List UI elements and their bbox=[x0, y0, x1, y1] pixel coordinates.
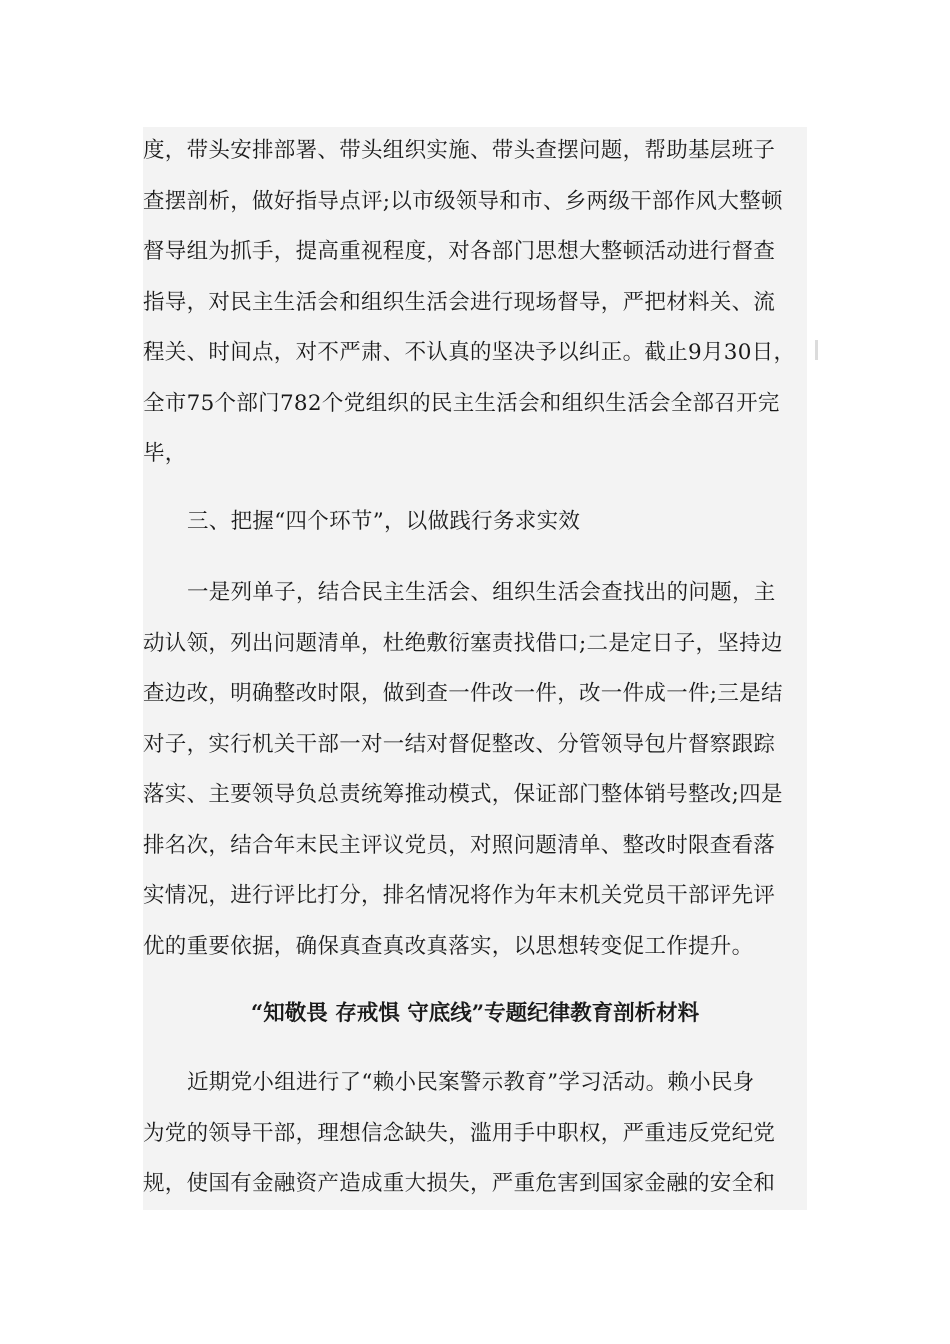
paragraph-line: 查摆剖析，做好指导点评;以市级领导和市、乡两级干部作风大整顿 bbox=[143, 188, 783, 214]
paragraph-line: 动认领，列出问题清单，杜绝敷衍塞责找借口;二是定日子，坚持边 bbox=[143, 630, 783, 656]
paragraph-line: 查边改，明确整改时限，做到查一件改一件，改一件成一件;三是结 bbox=[143, 681, 783, 706]
paragraph-line: 落实、主要领导负总责统筹推动模式，保证部门整体销号整改;四是 bbox=[143, 782, 783, 807]
paragraph-line: 程关、时间点，对不严肃、不认真的坚决予以纠正。截止9月30日， bbox=[143, 340, 796, 365]
edge-mark bbox=[815, 340, 818, 360]
paragraph-line: 为党的领导干部，理想信念缺失，滥用手中职权，严重违反党纪党 bbox=[143, 1120, 776, 1146]
paragraph-line: 全市75个部门782个党组织的民主生活会和组织生活会全部召开完 bbox=[143, 390, 780, 416]
paragraph-line: 优的重要依据，确保真查真改真落实，以思想转变促工作提升。 bbox=[143, 933, 754, 959]
paragraph-line: 对子，实行机关干部一对一结对督促整改、分管领导包片督察跟踪 bbox=[143, 731, 776, 757]
paragraph-line: 督导组为抓手，提高重视程度，对各部门思想大整顿活动进行督查 bbox=[143, 239, 776, 264]
paragraph-line: 指导，对民主生活会和组织生活会进行现场督导，严把材料关、流 bbox=[143, 289, 776, 315]
section-heading bbox=[143, 497, 813, 548]
section-heading-text: 三、把握“四个环节”，以做践行务求实效 bbox=[187, 509, 581, 534]
paragraph-1 bbox=[143, 126, 813, 480]
paragraph-line: 规，使国有金融资产造成重大损失，严重危害到国家金融的安全和 bbox=[143, 1171, 776, 1196]
paragraph-line: 一是列单子，结合民主生活会、组织生活会查找出的问题，主 bbox=[187, 580, 776, 605]
paragraph-line: 度，带头安排部署、带头组织实施、带头查摆问题，帮助基层班子 bbox=[143, 138, 776, 163]
article-title: “知敬畏 存戒惧 守底线”专题纪律教育剖析材料 bbox=[250, 1001, 700, 1026]
paragraph-2 bbox=[143, 568, 813, 972]
paragraph-line: 实情况，进行评比打分，排名情况将作为年末机关党员干部评先评 bbox=[143, 883, 776, 908]
paragraph-line: 近期党小组进行了“赖小民案警示教育”学习活动。赖小民身 bbox=[187, 1070, 755, 1095]
paragraph-line: 排名次，结合年末民主评议党员，对照问题清单、整改时限查看落 bbox=[143, 832, 776, 858]
paragraph-line: 毕， bbox=[143, 441, 187, 466]
paragraph-3 bbox=[143, 1058, 813, 1210]
